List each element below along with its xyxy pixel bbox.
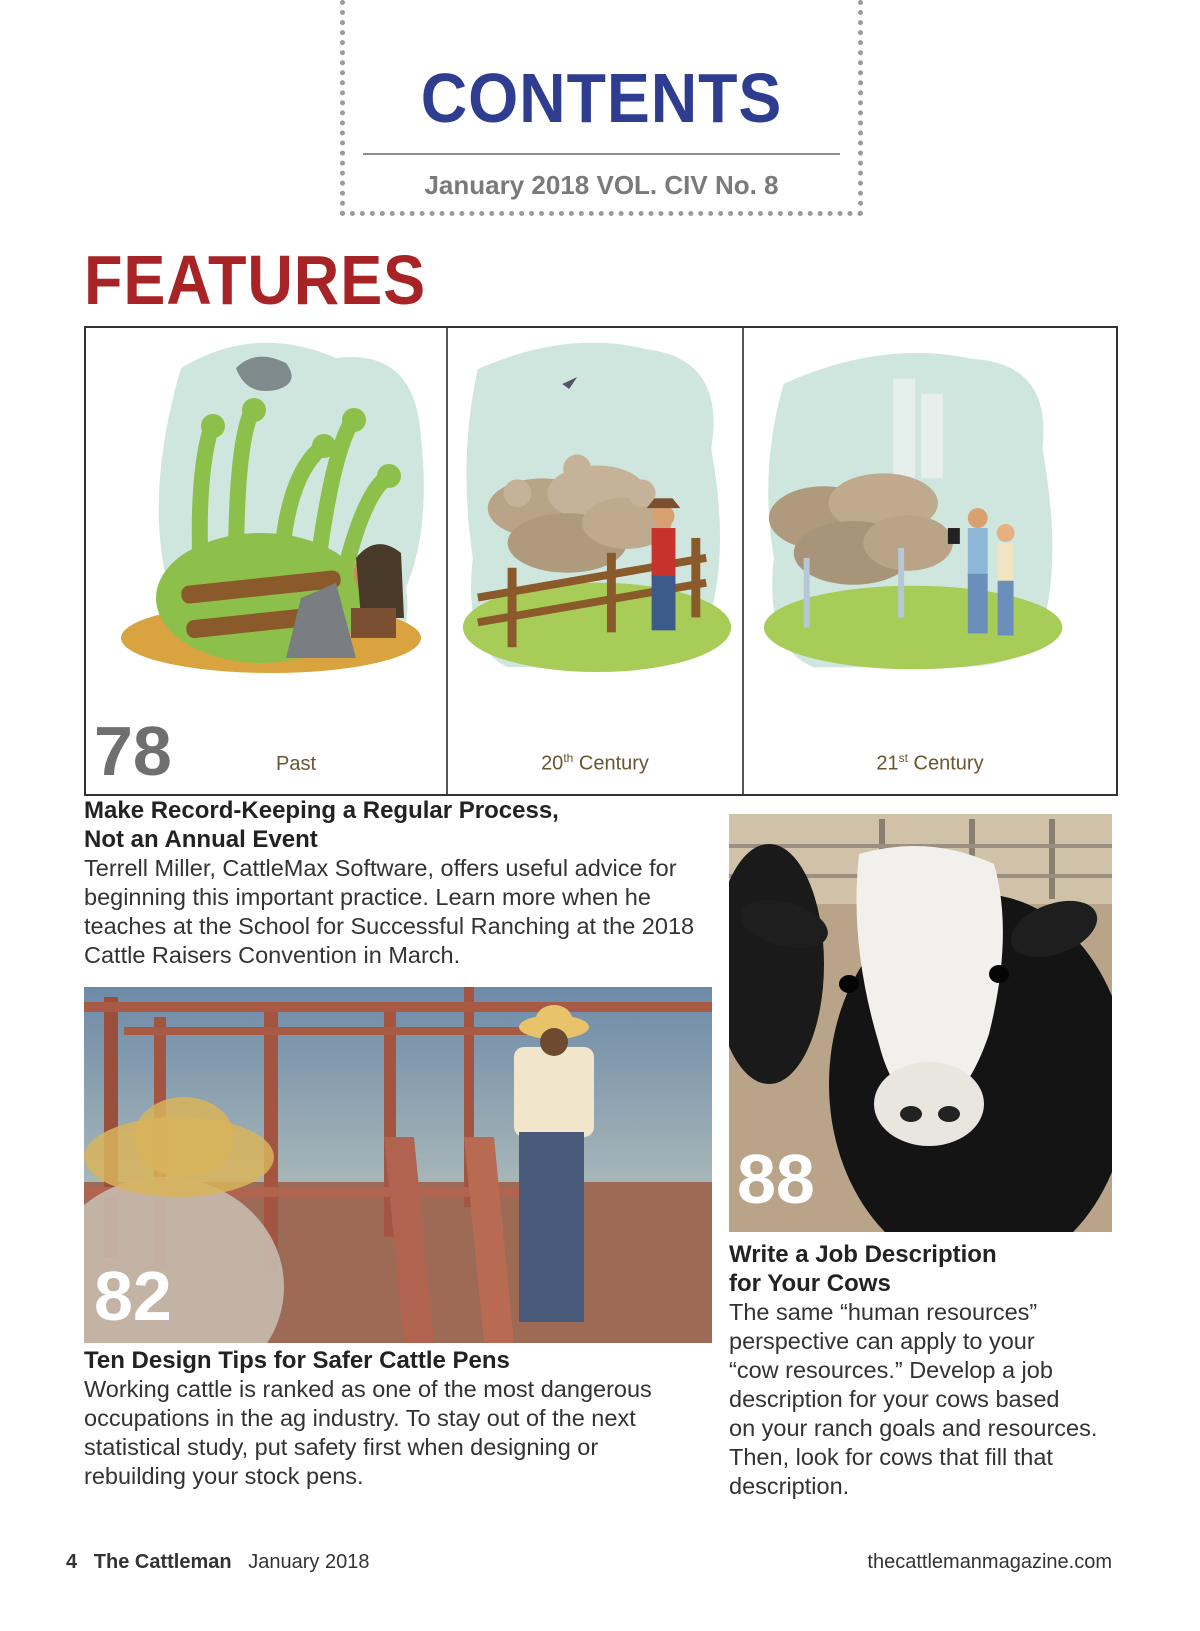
- footer-website-link[interactable]: thecattlemanmagazine.com: [867, 1551, 1112, 1573]
- panel-caption-past: Past: [275, 753, 317, 775]
- panel-caption-20th-century: 20th Century: [541, 751, 649, 775]
- footer-date: January 2018: [248, 1551, 370, 1573]
- cattle-pen-photo: [84, 987, 712, 1343]
- modern-ranch-illustration: [744, 328, 1116, 738]
- feature-78-title[interactable]: Make Record-Keeping a Regular Process, Not an Annual Event: [84, 797, 559, 853]
- contents-title: CONTENTS: [420, 59, 783, 137]
- dinosaur-illustration: [86, 328, 446, 738]
- feature-88-summary: The same “human resources” perspective can apply to your “cow resources.” Develop a job description for your cows based on your ranch goals and resources. Then, look for cows that fill that description.: [729, 1299, 1098, 1499]
- cowboy-cattle-illustration: [448, 328, 742, 738]
- feature-82-summary: Working cattle is ranked as one of the most dangerous occupations in the ag industry. To stay out of the next statistical study, put safety first when designing or rebuilding your stock pens.: [84, 1376, 652, 1489]
- panel-caption-21st-century: 21st Century: [876, 751, 984, 775]
- comic-panel-21st-century: [742, 328, 1116, 794]
- features-heading: FEATURES: [84, 241, 427, 319]
- feature-82-photo[interactable]: [84, 987, 712, 1343]
- page-footer-left: [66, 1551, 369, 1574]
- page-number-88: 88: [737, 1140, 815, 1218]
- feature-78-summary: Terrell Miller, CattleMax Software, offers useful advice for beginning this important practice. Learn more when he teaches at the School for Successful Ranching at the 2018 Cattle Raisers Convention in March.: [84, 855, 695, 968]
- issue-line: January 2018 VOL. CIV No. 8: [424, 170, 779, 200]
- masthead-divider: [363, 153, 840, 155]
- feature-88-photo[interactable]: [729, 814, 1112, 1232]
- footer-magazine-name: The Cattleman: [93, 1551, 232, 1573]
- comic-strip[interactable]: [84, 326, 1118, 796]
- feature-82-title[interactable]: Ten Design Tips for Safer Cattle Pens: [84, 1347, 510, 1374]
- page-number-78: 78: [94, 712, 172, 790]
- contents-masthead: [340, 0, 863, 216]
- footer-page-number: 4: [66, 1551, 78, 1573]
- feature-88-title[interactable]: Write a Job Description for Your Cows: [729, 1241, 997, 1297]
- comic-panel-20th-century: [446, 328, 742, 794]
- page-number-82: 82: [94, 1257, 172, 1335]
- comic-panel-past: [86, 328, 446, 794]
